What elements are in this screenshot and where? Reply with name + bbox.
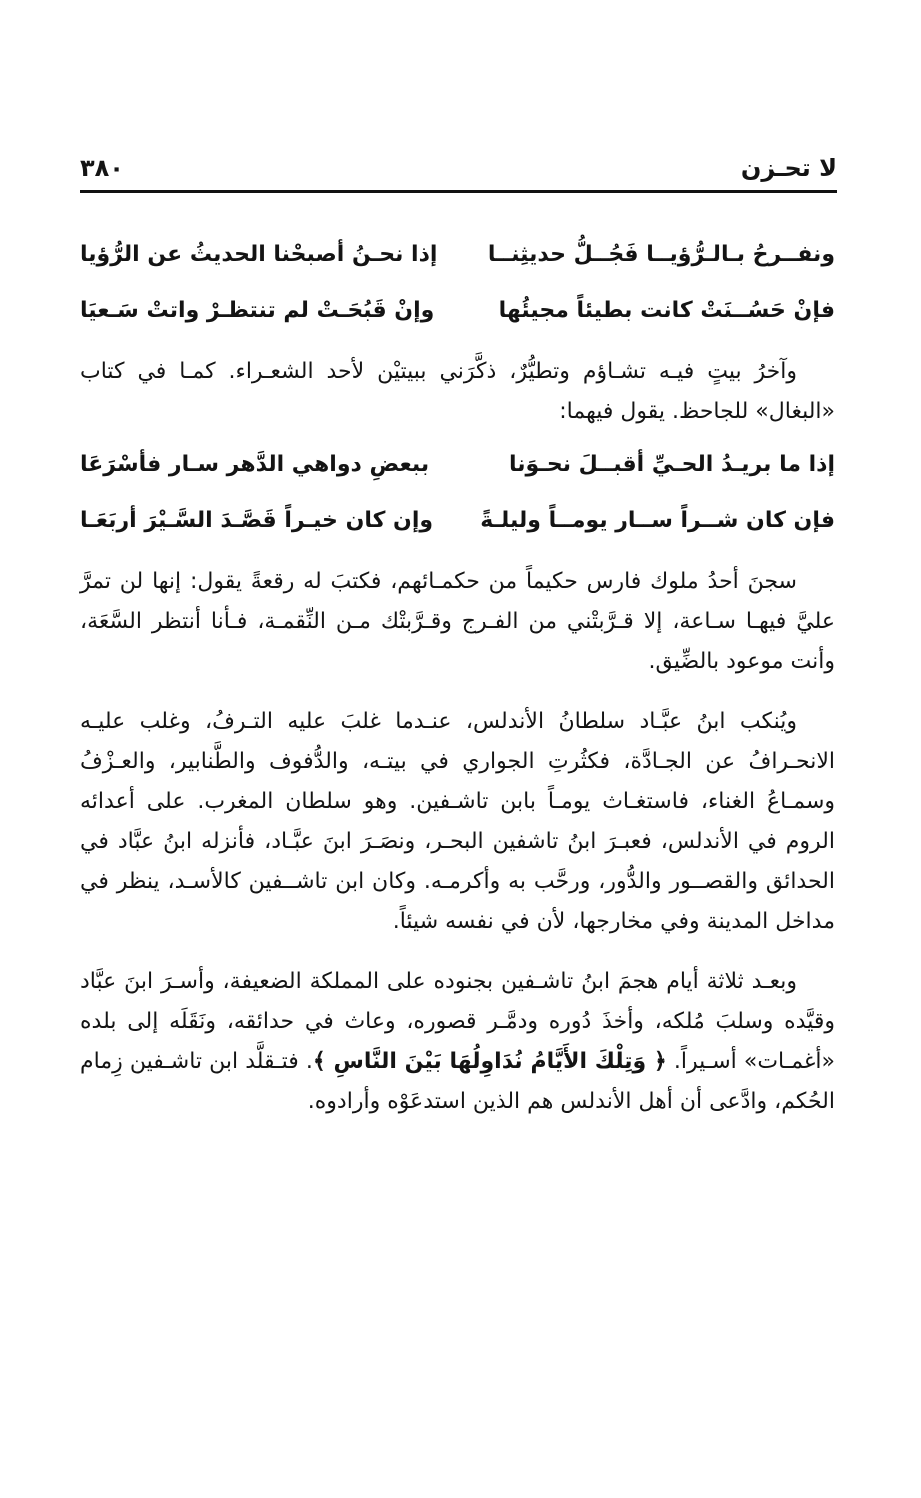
page-content [80, 240, 835, 1140]
verse-second-hemistich: إذا نحـنُ أصبحْنا الحديثُ عن الرُّؤيا [80, 242, 438, 267]
paragraph-text: . فتـقلَّد ابن تاشـفين زِمام الحُكم، وادَّعى أن أهل الأندلس هم الذين استدعَوْه وأرادوه. [80, 1049, 835, 1114]
paragraph: ويُنكب ابنُ عبَّـاد سلطانُ الأندلس، عنـدما غلبَ عليه التـرفُ، وغلب عليـه الانحـرافُ عن الجـادَّة، فكثُرتِ الجواري في بيتـه، والدُّفوف والطَّنابير، والعـزْفُ وسمـاعُ الغناء، فاستغـاث يومـاً بابن تاشـفين. وهو سلطان المغرب. على أعدائه الروم في الأندلس، فعبـرَ ابنُ تاشفين البحـر، ونصَـرَ ابنَ عبَّـاد، فأنزله ابنُ عبَّاد في الحدائق والقصــور والدُّور، ورحَّب به وأكرمـه. وكان ابن تاشــفين كالأسـد، ينظر في مداخل المدينة وفي مخارجها، لأن في نفسه شيئاً. [80, 709, 835, 934]
paragraph: وآخرُ بيتٍ فيـه تشـاؤم وتطيُّرٌ، ذكَّرَني ببيتيْن لأحد الشعـراء. كمـا في كتاب «البغال» للجاحظ. يقول فيهما: [80, 359, 835, 424]
verse-line [80, 450, 835, 480]
page-number: ٣٨٠ [80, 154, 124, 182]
paragraph-text: وبعـد ثلاثة أيام هجمَ ابنُ تاشـفين بجنوده على المملكة الضعيفة، وأسـرَ ابنَ عبَّاد وقيَّده وسلبَ مُلكه، وأخذَ دُوره ودمَّـر قصوره، وعاث في حدائقه، ونَقَلَه إلى بلده «أغمـات» أسـيراً. [80, 969, 835, 1074]
paragraph: سجنَ أحدُ ملوك فارس حكيماً من حكمـائهم، فكتبَ له رقعةً يقول: إنها لن تمرَّ عليَّ فيهـا سـاعة، إلا قـرَّبتْني من الفـرج وقـرَّبتْك مـن النِّقمـة، فـأنا أنتظر السَّعَة، وأنت موعود بالضِّيق. [80, 569, 835, 674]
verse-first-hemistich: إذا ما بريـدُ الحـيِّ أقبــلَ نحـوَنا [509, 452, 835, 477]
verse-line [80, 506, 835, 536]
page-header [80, 152, 837, 182]
verse-first-hemistich: فإنْ حَسُــنَتْ كانت بطيئاً مجيئُها [498, 298, 835, 323]
paragraph [80, 962, 835, 1122]
quran-verse: ﴿ وَتِلْكَ الأَيَّامُ نُدَاوِلُهَا بَيْنَ النَّاسِ ﴾ [312, 1049, 667, 1074]
verse-line [80, 296, 835, 326]
book-title: لا تحـزن [740, 154, 837, 182]
verse-first-hemistich: فإن كان شــراً ســار يومــاً وليلـةً [480, 508, 835, 533]
verse-second-hemistich: وإنْ قَبُحَـتْ لم تنتظـرْ واتتْ سَـعيَا [80, 298, 435, 323]
verse-second-hemistich: وإن كان خيـراً قَصَّـدَ السَّـيْرَ أربَعَـا [80, 508, 434, 533]
verse-first-hemistich: ونفــرحُ بـالـرُّؤيــا فَجُــلُّ حديثِنــا [487, 242, 835, 267]
verse-second-hemistich: ببعضِ دواهي الدَّهر سـار فأسْرَعَا [80, 452, 430, 477]
verse-line [80, 240, 835, 270]
header-rule [80, 190, 837, 193]
